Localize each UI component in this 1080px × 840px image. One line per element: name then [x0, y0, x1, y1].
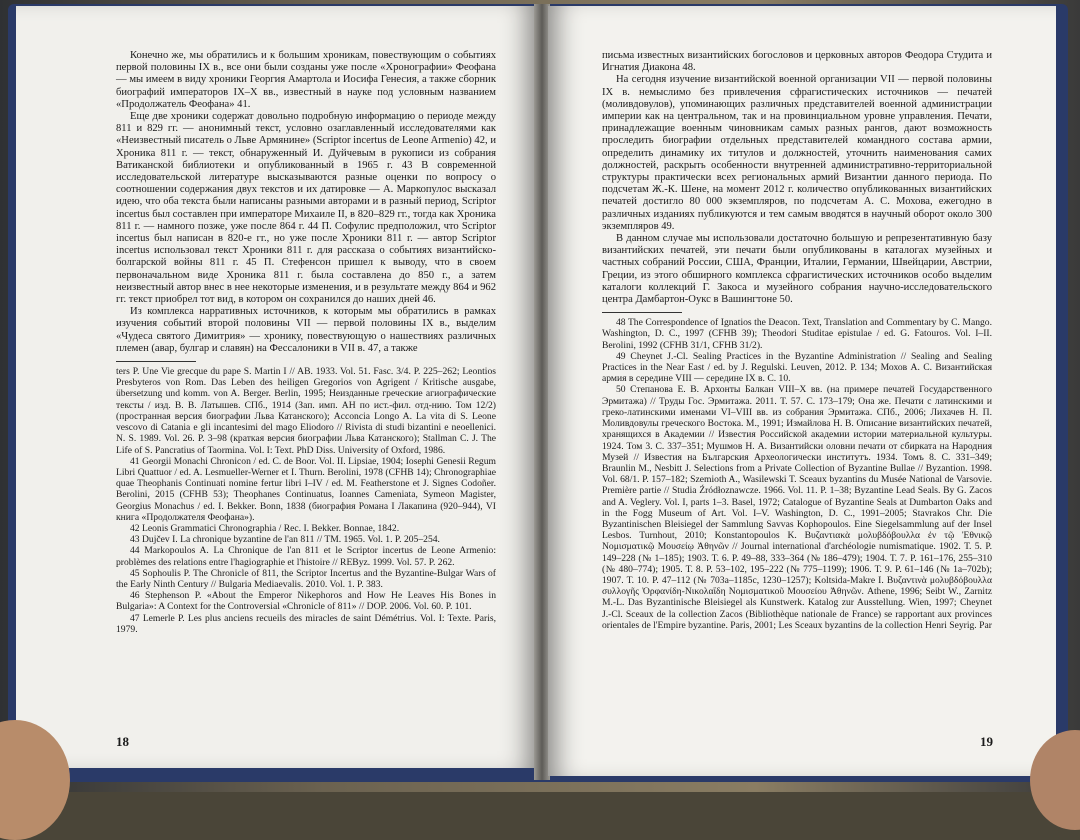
paragraph: Конечно же, мы обратились и к большим хроникам, повествующим о событиях первой половины IX в., все они были созданы уже после «Хронографии» Феофана — мы имеем в виду хроники Георгия Амартола и Иосифа Генесия, а также сборник биографий императоров IX–X вв., известный в науке под условным названием «Продолжатель Феофана» 41. [116, 50, 496, 110]
footnote: 47 Lemerle P. Les plus anciens recueils des miracles de saint Démétrius. Vol. I: Texte. Paris, 1979. [116, 612, 496, 635]
left-body-text [116, 50, 496, 355]
footnote-divider [116, 361, 196, 362]
paragraph: На сегодня изучение византийской военной организации VII — первой половины IX в. немыслимо без привлечения сфрагистических источников — печатей (моливдовулов), упоминающих различных представителей военной администрации империи как на центральном, так и на провинциальном уровне управления. Печати, принадлежащие военным чиновникам самых разных рангов, дают возможность проследить биографии отдельных представителей командного состава армии, определить динамику их титулов и должностей, уточнить наименования самих должностей, раскрыть особенности внутренней административно-территориальной структуры практически всех региональных армий Византии данного периода. По подсчетам Ж.-К. Шене, на момент 2012 г. количество опубликованных византийских печатей достигло 80 000 экземпляров, по подсчетам А. С. Мохова, ежегодно в различных изданиях публикуются и тем самым вводятся в научный оборот около 300 экземпляров 49. [602, 74, 992, 232]
footnote: 45 Sophoulis P. The Chronicle of 811, the Scriptor Incertus and the Byzantine-Bulgar Wars of the Early Ninth Century // Bulgaria Mediaevalis. 2010. Vol. 1. P. 383. [116, 567, 496, 590]
right-body-text [602, 50, 992, 306]
page-number: 19 [980, 734, 993, 749]
right-column [602, 50, 992, 631]
right-page [548, 6, 1056, 776]
paragraph: Еще две хроники содержат довольно подробную информацию о периоде между 811 и 829 гг. — анонимный текст, условно озаглавленный исследователями как «Неизвестный писатель о Льве Армянине» (Scriptor incertus de Leone Armenio) 42, и Хроника 811 г. — текст, обнаруженный И. Дуйчевым в рукописи из собрания Ватиканской библиотеки и опубликованный в 1965 г. 43 В современной исследовательской литературе высказываются разные оценки по вопросу о соотношении содержания двух текстов и их датировке — А. Маркопулос высказал идею, что оба текста были написаны разными авторами и в разный период, Scriptor incertus был составлен при императоре Михаиле II, в 820–829 гг., тогда как Хроника 811 г. — намного позже, уже после 864 г. 44 П. Софулис предположил, что Scriptor incertus был написан в 820-е гг., но уже после Хроники 811 г. — автор Scriptor incertus использовал текст Хроники 811 г. для рассказа о событиях византийско-болгарской войны 811 г. 45 П. Стефенсон пришел к выводу, что в своем первоначальном виде Хроника 811 г. была составлена до 850 г., а затем неизвестный автор внес в нее некоторые изменения, и в результате между 864 и 962 гг. текст приобрел тот вид, в котором он сохранился до наших дней 46. [116, 111, 496, 306]
footnote: 49 Cheynet J.-Cl. Sealing Practices in the Byzantine Administration // Sealing and Sealing Practices in the Near East / ed. by J. Regulski. Leuven, 2012. P. 134; Мохов А. С. Византийская армия в середине VIII — середине IX в. С. 10. [602, 350, 992, 385]
left-page [16, 6, 536, 768]
footnote: 46 Stephenson P. «About the Emperor Nikephoros and How He Leaves His Bones in Bulgaria»: A Context for the Controversial «Chronicle of 811» // DOP. 2006. Vol. 60. P. 101. [116, 590, 496, 613]
footnote: 44 Markopoulos A. La Chronique de l'an 811 et le Scriptor incertus de Leone Armenio: problèmes des relations entre l'hagiographie et l'histoire // REByz. 1999. Vol. 57. P. 262. [116, 545, 496, 568]
page-number: 18 [116, 734, 129, 749]
paragraph: В данном случае мы использовали достаточно большую и репрезентативную базу византийских печатей, эти печати были опубликованы в каталогах музейных и частных собраний России, США, Франции, Италии, Германии, Швейцарии, Австрии, Греции, из этого обширного комплекса сфрагистических источников особо выделим каталоги коллекций Г. Закоса и музейного собрания научно-исследовательского центра Дамбартон-Оукс в Вашингтоне 50. [602, 233, 992, 306]
right-footnotes [602, 317, 992, 631]
left-footnotes [116, 366, 496, 635]
paragraph: Из комплекса нарративных источников, к которым мы обратились в рамках изучения событий второй половины VII — первой половины IX в., выделим «Чудеса святого Димитрия» — хронику, повествующую о нашествиях различных племен (авар, булгар и славян) на Фессалоники в VII в. 47, а также [116, 306, 496, 354]
footnote: 41 Georgii Monachi Chronicon / ed. C. de Boor. Vol. II. Lipsiae, 1904; Iosephi Genesii Regum Libri Quattuor / ed. A. Lesmueller-Werner et I. Thurn. Berolini, 1978 (CFHB 14); Chronographiae quae Theophanis Continuati nomine fertur libri I–IV / ed. M. Featherstone et J. Signes Codoñer. Berolini, 2015 (CFHB 53); Theophanes Continuatus, Ioannes Cameniata, Symeon Magister, Georgius Monachus / ed. I. Bekker. Bonn, 1838 (биография Романа I Лакапина (920–944), VI книга «Продолжателя Феофана»). [116, 455, 496, 523]
footnote: 42 Leonis Grammatici Chronographia / Rec. I. Bekker. Bonnae, 1842. [130, 522, 400, 534]
footnote: 43 Dujčev I. La chronique byzantine de l'an 811 // TM. 1965. Vol. 1. P. 205–254. [130, 534, 440, 546]
footnote: ters P. Une Vie grecque du pape S. Martin I // AB. 1933. Vol. 51. Fasc. 3/4. P. 225–262; Leontios Presbyteros von Rom. Das Leben des heiligen Gregorios von Agrigent / Kritische ausgabe, übersetzung und komm. von A. Berger. Berlin, 1995; Неизданные греческие агиографические тексты / изд. В. В. Латышев. СПб., 1914 (Зап. имп. АН по ист.-фил. отд-нию. Том 12/2) (пространная версия биографии Льва Катанского); Acconcia Longo A. La vita di S. Leone vescovo di Catania e gli incantesimi del mago Eliodoro // Rivista di studi bizantini e neoellenici. N. S. 1989. Vol. 26. P. 3–98 (краткая версия биографии Льва Катанского); Stallman C. J. The Life of S. Pancratius of Taormina. Vol. I: Text. PhD Diss. University of Oxford, 1986. [116, 366, 496, 456]
footnote: 50 Степанова Е. В. Архонты Балкан VIII–X вв. (на примере печатей Государственного Эрмитажа) // Труды Гос. Эрмитажа. 2011. Т. 57. С. 173–179; Она же. Печати с латинскими и греко-латинскими именами VI–VIII вв. из собрания Эрмитажа. СПб., 2006; Лихачев Н. П. Моливдовулы греческого Востока. М., 1991; Измайлова Н. В. Описание византийских печатей, хранящихся в Академии // Известия Российской академии истории материальной культуры. 1924. Том 3. С. 337–351; Мушмов Н. А. Византийски оловни печати от сбирката на Народния Музей // Известия на Българския Археологически институтъ. 1934. Томъ 8. С. 331–349; Braunlin M., Nesbitt J. Selections from a Private Collection of Byzantine Bullae // Byzantion. 1998. Vol. 68/1. P. 157–182; Szemioth A., Wasilewski T. Sceaux byzantins du Musée National de Varsovie. Première partie // Studia Źródłoznawcze. 1966. Vol. 11. P. 1–38; Byzantine Lead Seals. By G. Zacos and A. Veglery. Vol. I, parts 1–3. Basel, 1972; Catalogue of Byzantine Seals at Dumbarton Oaks and in the Fogg Museum of Art. Vol. I–V. Washington, D. C., 1991–2005; Stavrakos Chr. Die Byzantinischen Bleisiegel der Sammlung Savvas Kophopoulos. Eine Siegelsammlung auf der Insel Lesbos. Turnhout, 2010; Konstantopoulos K. Βυζαντιακὰ μολυβδόβουλλα ἐν τῷ Ἐθνικῷ Νομισματικῷ Μουσείῳ Ἀθηνῶν // Journal international d'archéologie numismatique. 1902. Т. 5. P. 149–228 (№ 1–185); 1903. Т. 6. P. 49–88, 333–364 (№ 186–479); 1904. Т. 7. P. 161–176, 255–310 (№ 480–774); 1905. Т. 8. P. 53–102, 195–222 (№ 775–1199); 1906. Т. 9. P. 61–146 (№ 1a–702b); 1907. Т. 10. P. 47–112 (№ 703a–1185c, 1230–1257); Koltsida-Makre I. Βυζαντινὰ μολυβδόβουλλα συλλογῆς Ὀρφανίδη-Νικολαΐδη Νομισματικοῦ Μουσείου Ἀθηνῶν. Athene, 1996; Seibt W., Zarnitz M.-L. Das Byzantinische Bleisiegel als Kunstwerk. Katalog zur Ausstellung. Wien, 1997; Cheynet J.-Cl. Sceaux de la collection Zacos (Bibliothèque nationale de France) se rapportant aux provinces orientales de l'Empire byzantine. Paris, 2001; Les Sceaux byzantins de la collection Henri Seyrig. Par [602, 384, 992, 631]
footnote: 48 The Correspondence of Ignatios the Deacon. Text, Translation and Commentary by C. Mango. Washington, D. C., 1997 (CFHB 39); Theodori Studitae epistulae / ed. G. Fatouros. Vol. I–II. Berolini, 1992 (CFHB 31/1, CFHB 31/2). [602, 317, 992, 351]
footnote-divider [602, 312, 682, 313]
paragraph: письма известных византийских богословов и церковных авторов Феодора Студита и Игнатия Диакона 48. [602, 50, 992, 74]
left-column [116, 50, 496, 635]
